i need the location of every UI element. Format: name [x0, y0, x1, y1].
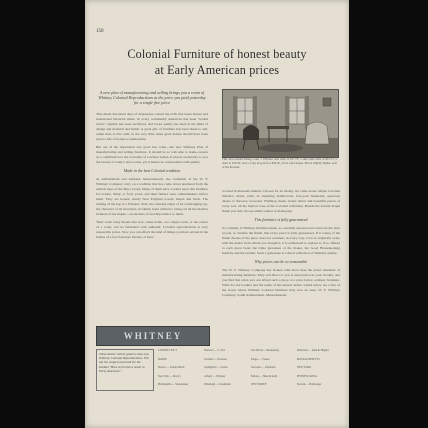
- dealer-list-item: Albany .... Whitney: [204, 374, 226, 378]
- room-photo: [222, 89, 339, 158]
- dealer-list-item: Newark .... Bamberger: [296, 383, 322, 387]
- headline-line-2: at Early American prices: [154, 63, 280, 77]
- dealer-coupon-text: These dealer will be glad to show you Whitney Colonial Reproductions. Fill out the coupon and send for the booklet "How to furnish a home in Early American.": [96, 349, 154, 391]
- dealer-list-item: Waterbury .... Reid & Hughes: [296, 349, 329, 352]
- dealer-list-item: NEW JERSEY: [250, 383, 267, 387]
- dealer-list-item: New Haven .. Shartenberg: [250, 349, 279, 352]
- dealer-list-item: CONNECTICUT: [158, 349, 177, 352]
- dealer-list-item: Boston .... Jordan Marsh: [158, 366, 185, 370]
- dealer-list-item: Worcester .... Denholm: [250, 366, 276, 370]
- headline: [93, 46, 341, 78]
- intro-text: A new plan of manufacturing and selling brings you a room of Whitney Colonial Reproductions at the price you paid yesterday for a single fine piece: [98, 90, 206, 106]
- dealer-list-item: MASSACHUSETTS: [296, 357, 320, 361]
- dealer-list: [158, 349, 340, 391]
- body-paragraph: coveted in museum exhibits. Chosen for its beauty, not value alone. Maple Colonial Windsor chairs, prim, in charming ladder-back; four-post bedsteads; generous chests of drawers; Governor Winthrop desks, trestle tables and beautiful pieces of every sort, all the mellow tone of the Colonial craftsmen. Beside the natural maple finish you may choose either walnut or mahogany.: [222, 189, 340, 213]
- dealer-list-item: NEW YORK: [296, 366, 312, 370]
- dealer-list-item: MAINE: [158, 357, 167, 361]
- page-number: 150: [96, 29, 104, 34]
- body-paragraph: But out of the depression one good has come—the new Whitney Plan of manufacturing and selling furniture. It should be so welcome to home-owners as a contribution to the economy of a deluxe nation. It places on directly to you the beauty of today's best rooms, yet it makes no compromise with quality.: [96, 144, 208, 164]
- left-column: [96, 90, 208, 243]
- dealer-list-item: PENNSYLVANIA: [296, 374, 317, 378]
- whitney-logo: WHITNEY: [96, 326, 210, 346]
- magazine-page: [85, 0, 349, 428]
- subheading: Why prices can be so reasonable: [254, 259, 308, 264]
- body-paragraph: That much-discussed days of depression caused the evils that beset honest and intentioned financial times. In every community American has been "traded down." Quality has been sacrificed, and bored quality has been in the mind of design and material and finish. A great pile of furniture has been made to sell, rather than to live with, in the very time when great homes should have been given a life of honest workmanship.: [96, 111, 208, 141]
- headline-line-1: Colonial Furniture of honest beauty: [127, 47, 307, 61]
- dealer-list-item: Buffalo .... Hens & Kelly: [250, 374, 278, 378]
- right-column: [222, 189, 340, 301]
- dealer-list-item: Portland .... Porteous: [204, 357, 227, 361]
- body-paragraph: At Ashburnham and Ashland, Massachusetts, the craftsmen of the W. F. Whitney Company carry on a tradition that has come down unaltered from the earliest days of the Bay Colony. Many of them have worked upon this furniture for twenty, thirty, or forty years; and their fathers were cabinetmakers before them. They are honest, sturdy New England woods, maple and birch. The turning of the leg of a Windsor chair, the rounded edges of its overhanging top, the character of its stretchers, its finish, hand rubbed to bring out all the mellow richness of the maple—are matters of real importance to them.: [96, 176, 208, 216]
- dealer-list-item: Philadelphia .... Wanamaker: [158, 383, 189, 387]
- subheading: Made in the best Colonial tradition: [123, 167, 181, 173]
- body-paragraph: The W. F. Whitney Company has broken with more than the usual standards of manufacturing furniture. They sell direct to you at stated price in your locality, and you find that often you can afford such a piece at a price below ordinary furniture. Write for the booklet and the name of the nearest dealer. Listed below are a few of the stores where Whitney Colonial furniture may now be seen. W. F. Whitney Company, South Ashburnham, Massachusetts.: [222, 268, 340, 297]
- dealer-list-item: Bangor .... Freese: [250, 357, 270, 361]
- body-paragraph: Their work today means that now, when home, on a single room, or the corner of a room, can be furnished with authentic Colonial reproductions at very reasonable prices. Now you can afford the kind of things you have envied in the homes of a few fortunate friends, or have: [96, 219, 208, 239]
- dealer-list-item: New York .... Macy's: [158, 374, 181, 378]
- subheading: This furniture is fully guaranteed: [254, 217, 308, 222]
- dealer-list-item: Hartford .... G. Fox: [204, 349, 226, 352]
- dealer-list-item: Springfield .... Forbes: [204, 366, 228, 370]
- dealer-list-item: Pittsburgh .... Kaufmann: [204, 383, 231, 387]
- photo-caption: This all-Colonial dining room, a Windsor arm chair at $17.75; a side table table at $12.75; a chair at $16.50; and a 3-leg drop-leaf at $36.50, all in solid maple. Prices slightly higher west of the Rockies.: [222, 157, 337, 169]
- body-paragraph: So certainly is Whitney furniture made, so carefully selected and cured are the hard woods, so durable the finish, that every piece is fully guaranteed. If it warps, if the finish checks, if the piece does not continue, in every way, to be as originally ready with the dealer from whom you bought it, it is authorized to replace it, if so offered to each piece bears the triple guarantee of the maker, the Good Housekeeping Institute and the retailer. Such a guarantee is a direct reflection of Whitney quality.: [222, 226, 340, 255]
